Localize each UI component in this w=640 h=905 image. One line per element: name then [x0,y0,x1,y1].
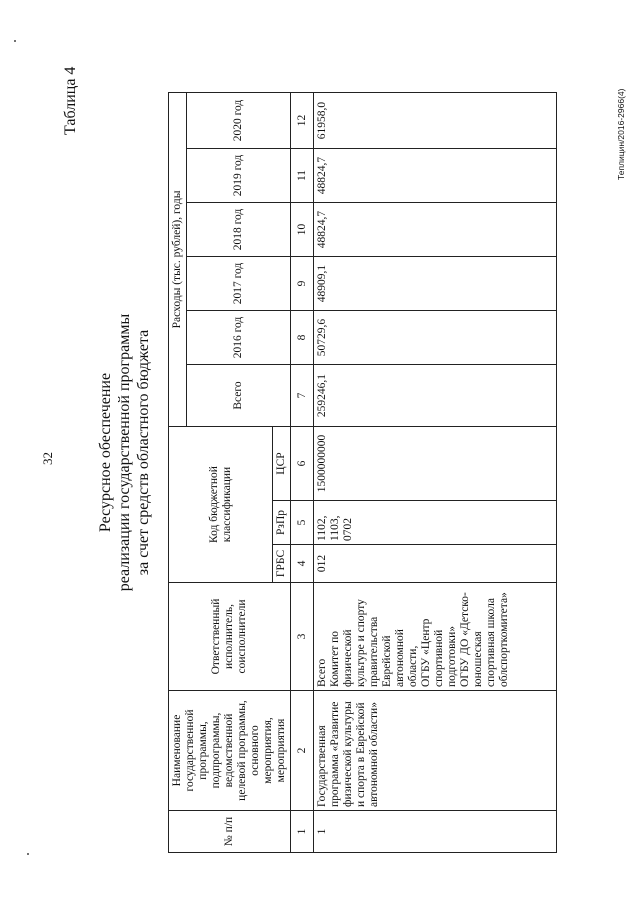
row-2018: 48824,7 [314,203,557,257]
column-number: 6 [291,427,314,501]
executor-line: спортивной [433,629,445,687]
executor-line: ОГБУ «Центр [420,618,432,687]
title-line-2: реализации государственной программы [116,313,133,592]
header-2019: 2019 год [187,149,291,203]
executor-line: спортивная школа [485,598,497,687]
column-number: 12 [291,93,314,149]
row-executor [314,583,557,691]
header-2017: 2017 год [187,257,291,311]
row-rzpr: 1102, 1103, 0702 [314,501,557,545]
column-number: 7 [291,365,314,427]
column-number: 9 [291,257,314,311]
row-2016: 50729,6 [314,311,557,365]
row-name: Государственная программа «Развитие физической культуры и спорта в Еврейской автономной области» [314,691,557,811]
header-name: Наименование государственной программы, подпрограммы, ведомственной целевой программы, основного мероприятия, мероприятия [169,691,291,811]
header-expenses: Расходы (тыс. рублей), годы [169,93,187,427]
header-csr: ЦСР [273,427,291,501]
title-line-3: за счет средств областного бюджета [135,329,152,576]
header-num: № п/п [169,811,291,853]
header-2020: 2020 год [187,93,291,149]
footer-code: Теплицин/2016-2966(4) [616,88,626,180]
executor-line: облспорткомитета» [498,592,510,687]
executor-line: физической [342,629,354,687]
header-rzpr: РзПр [273,501,291,545]
column-number: 11 [291,149,314,203]
executor-line: юношеская [472,631,484,687]
executor-line: ОГБУ ДО «Детско- [459,592,471,687]
executor-line: области, [407,645,419,687]
header-2018: 2018 год [187,203,291,257]
header-total: Всего [187,365,291,427]
row-2017: 48909,1 [314,257,557,311]
row-num: 1 [314,811,557,853]
column-number: 3 [291,583,314,691]
row-csr: 1500000000 [314,427,557,501]
column-number: 4 [291,545,314,583]
column-number: 2 [291,691,314,811]
row-total: 259246,1 [314,365,557,427]
row-2019: 48824,7 [314,149,557,203]
header-2016: 2016 год [187,311,291,365]
column-number: 10 [291,203,314,257]
executor-line: Комитет по [329,631,341,687]
column-number-row [291,93,314,853]
header-budget-code: Код бюджетной классификации [169,427,273,583]
executor-line: Еврейской [381,635,393,687]
executor-line: правительства [368,616,380,687]
executor-line: подготовки» [446,626,458,687]
row-2020: 61958,0 [314,93,557,149]
row-grbs: 012 [314,545,557,583]
column-number: 1 [291,811,314,853]
executor-line: Всего [316,658,328,687]
header-executor: Ответственный исполнитель, соисполнители [169,583,291,691]
title-line-1: Ресурсное обеспечение [97,372,114,533]
executor-line: культуре и спорту [355,599,367,687]
column-number: 5 [291,501,314,545]
table-label: Таблица 4 [62,66,79,135]
page-number: 32 [40,452,55,465]
resource-table [168,92,557,853]
table-row [314,93,557,853]
column-number: 8 [291,311,314,365]
header-grbs: ГРБС [273,545,291,583]
executor-line: автономной [394,629,406,687]
